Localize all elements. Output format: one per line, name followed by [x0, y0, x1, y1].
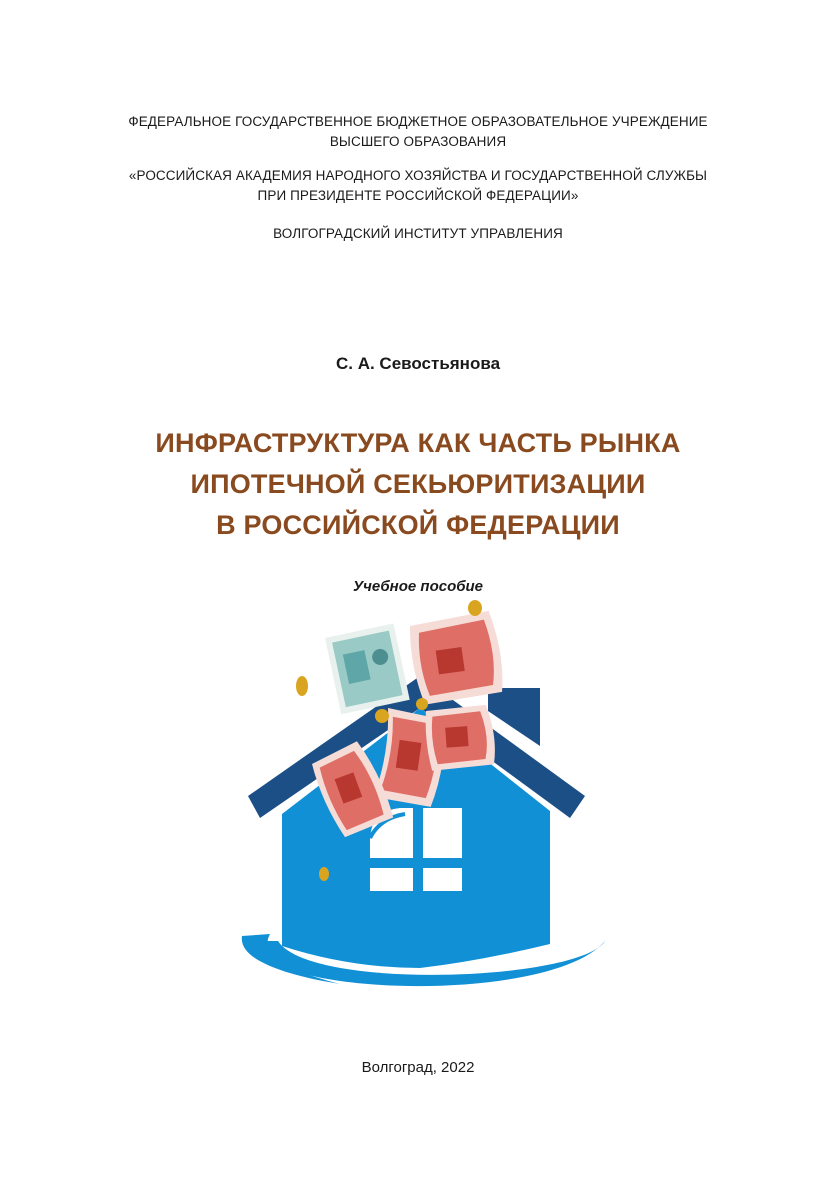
institution-block-3: [0, 224, 836, 244]
institution-line-4: ПРИ ПРЕЗИДЕНТЕ РОССИЙСКОЙ ФЕДЕРАЦИИ»: [257, 188, 579, 203]
institution-line-2: ВЫСШЕГО ОБРАЗОВАНИЯ: [329, 134, 507, 149]
banknote-blue-icon: [325, 623, 410, 714]
institution-block-2: [0, 166, 836, 206]
banknote-red-top-icon: [407, 610, 506, 705]
book-subtitle: Учебное пособие: [352, 578, 484, 595]
institution-line-3: «РОССИЙСКАЯ АКАДЕМИЯ НАРОДНОГО ХОЗЯЙСТВА И ГОСУДАРСТВЕННОЙ СЛУЖБЫ: [128, 168, 708, 183]
coin-icon: [416, 698, 428, 710]
author-name: С. А. Севостьянова: [335, 354, 501, 373]
coin-icon: [319, 867, 329, 881]
institution-line-1: ФЕДЕРАЛЬНОЕ ГОСУДАРСТВЕННОЕ БЮДЖЕТНОЕ ОБРАЗОВАТЕЛЬНОЕ УЧРЕЖДЕНИЕ: [128, 114, 708, 129]
coin-icon: [375, 709, 389, 723]
coin-icon: [296, 676, 308, 696]
institution-block-1: [0, 112, 836, 152]
house-with-money-icon: [230, 596, 610, 1011]
title-line-3: В РОССИЙСКОЙ ФЕДЕРАЦИИ: [216, 510, 620, 540]
title-line-1: ИНФРАСТРУКТУРА КАК ЧАСТЬ РЫНКА: [155, 428, 681, 458]
institution-line-5: ВОЛГОГРАДСКИЙ ИНСТИТУТ УПРАВЛЕНИЯ: [273, 226, 563, 241]
banknote-red-right-icon: [424, 704, 496, 771]
city-year: Волгоград, 2022: [361, 1059, 475, 1076]
book-title: [0, 423, 836, 546]
coin-icon: [468, 600, 482, 616]
title-line-2: ИПОТЕЧНОЙ СЕКЬЮРИТИЗАЦИИ: [190, 469, 646, 499]
